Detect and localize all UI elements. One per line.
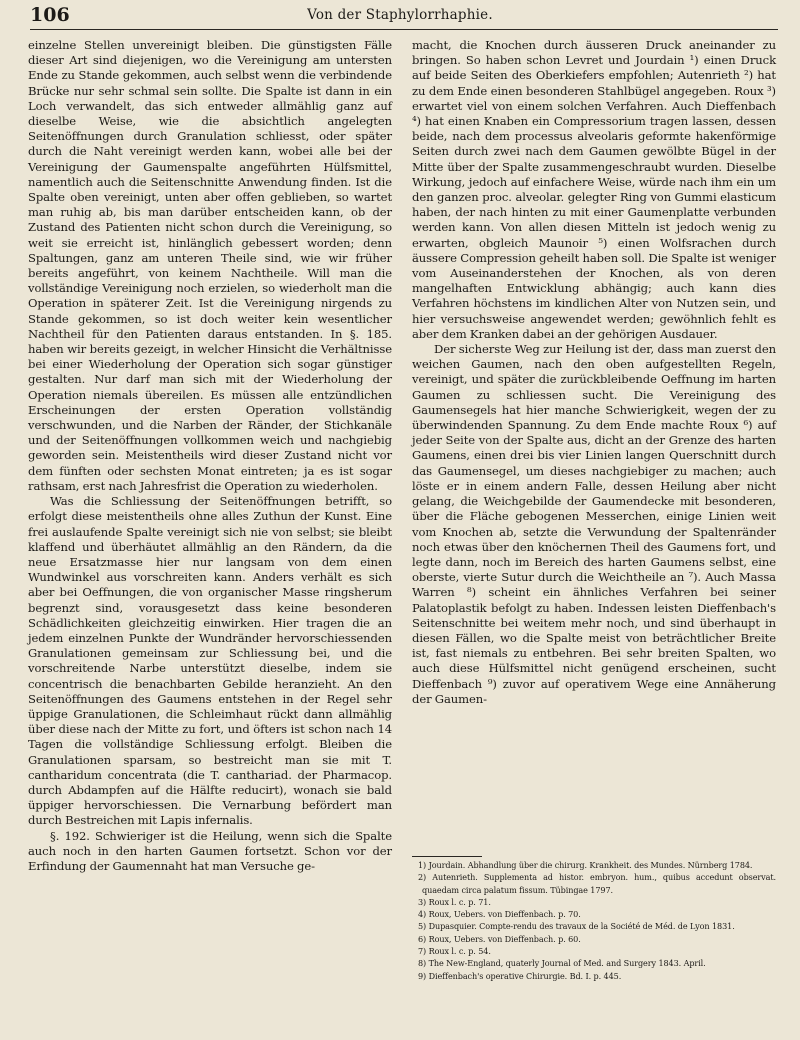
footnote: 7) Roux l. c. p. 54. bbox=[418, 946, 491, 957]
right-column bbox=[412, 38, 776, 707]
left-column bbox=[28, 38, 392, 874]
footnotes bbox=[412, 859, 776, 982]
footnote: 5) Dupasquier. Compte-rendu des travaux de la Société de Méd. de Lyon 1831. bbox=[418, 921, 735, 932]
header-rule bbox=[30, 29, 778, 30]
footnote: 8) The New-England, quaterly Journal of Med. and Surgery 1843. April. bbox=[418, 958, 706, 969]
footnote: 9) Dieffenbach's operative Chirurgie. Bd. I. p. 445. bbox=[418, 970, 622, 981]
paragraph: Der sicherste Weg zur Heilung ist der, dass man zuerst den weichen Gaumen, nach den oben aufgestellten Regeln, vereinigt, und später die zurückbleibende Oeffnung im harten Gaumen zu schliessen sucht. Die Vereinigung des Gaumensegels hat hier manche Schwierigkeit, wegen der zu überwindenden Spannung. Zu dem Ende machte Roux ⁶) auf jeder Seite von der Spalte aus, dicht an der Grenze des harten Gaumens, einen drei bis vier Linien langen Querschnitt durch das Gaumensegel, um dieses nachgiebiger zu machen; auch löste er in einem andern Falle, dessen Heilung aber nicht gelang, die Weichgebilde der Gaumendecke mit besonderen, über die Fläche gebogenen Messerchen, einige Linien weit vom Knochen ab, setzte die Verwundung der Spaltenränder noch etwas über den knöchernen Theil des Gaumens fort, und legte dann, noch im Bereich des harten Gaumens selbst, eine oberste, vierte Sutur durch die Weichtheile an ⁷). Auch Massa Warren ⁸) scheint ein ähnliches Verfahren bei seiner Palatoplastik befolgt zu haben. Indessen leisten Dieffenbach's Seitenschnitte bei weitem mehr noch, und sind überhaupt in diesen Fällen, wo die Spalte meist von beträchtlicher Breite ist, fast niemals zu entbehren. Bei sehr breiten Spalten, wo auch diese Hülfsmittel nicht genügend erscheinen, sucht Dieffenbach ⁹) zuvor auf operativem Wege eine Annäherung der Gaumen- bbox=[412, 342, 776, 706]
paragraph: Was die Schliessung der Seitenöffnungen betrifft, so erfolgt diese meistentheils ohne alles Zuthun der Kunst. Eine frei auslaufende Spalte vereinigt sich nie von selbst; sie bleibt klaffend und überhäutet allmählig an den Rändern, da die neue Ersatzmasse hier nur langsam von dem einen Wundwinkel aus vorschreiten kann. Anders verhält es sich aber bei Oeffnungen, die von organischer Masse ringsherum begrenzt sind, vorausgesetzt dass keine besonderen Schädlichkeiten gleichzeitig einwirken. Hier tragen die an jedem einzelnen Punkte der Wundränder hervorschiessenden Granulationen gemeinsam zur Schliessung bei, und die vorschreitende Narbe unterstützt dieselbe, indem sie concentrisch die benachbarten Gebilde heranzieht. An den Seitenöffnungen des Gaumens entstehen in der Regel sehr üppige Granulationen, die Schleimhaut rückt dann allmählig über diese nach der Mitte zu fort, und öfters ist schon nach 14 Tagen die vollständige Schliessung erfolgt. Bleiben die Granulationen sparsam, so bestreicht man sie mit T. cantharidum concentrata (die T. canthariad. der Pharmacop. durch Abdampfen auf die Hälfte reducirt), wonach sie bald üppiger hervorschiessen. Die Vernarbung befördert man durch Bestreichen mit Lapis infernalis. bbox=[28, 494, 392, 828]
footnote-rule bbox=[412, 856, 482, 857]
footnote: 2) Autenrieth. Supplementa ad histor. embryon. hum., quibus accedunt observat. quaedam circa palatum fissum. Tübingae 1797. bbox=[418, 872, 776, 895]
footnote: 3) Roux l. c. p. 71. bbox=[418, 896, 491, 907]
footnote: 4) Roux, Uebers. von Dieffenbach. p. 70. bbox=[418, 909, 581, 920]
paragraph: macht, die Knochen durch äusseren Druck aneinander zu bringen. So haben schon Levret und Jourdain ¹) einen Druck auf beide Seiten des Oberkiefers empfohlen; Autenrieth ²) hat zu dem Ende einen besonderen Stahlbügel angegeben. Roux ³) erwartet viel von einem solchen Verfahren. Auch Dieffenbach ⁴) hat einen Knaben ein Compressorium tragen lassen, dessen beide, nach dem processus alveolaris geformte hakenförmige Seiten durch zwei nach dem Gaumen gewölbte Bügel in der Mitte über der Spalte zusammengeschraubt wurden. Dieselbe Wirkung, jedoch auf einfachere Weise, würde nach ihm ein um den ganzen proc. alveolar. gelegter Ring von Gummi elasticum haben, der nach hinten zu mit einer Gaumenplatte verbunden werden kann. Von allen diesen Mitteln ist jedoch wenig zu erwarten, obgleich Maunoir ⁵) einen Wolfsrachen durch äussere Compression geheilt haben soll. Die Spalte ist weniger vom Auseinanderstehen der Knochen, als von deren mangelhaften Entwicklung abhängig; auch kann dies Verfahren höchstens im kindlichen Alter von Nutzen sein, und hier versuchsweise angewendet werden; gewöhnlich fehlt es aber dem Kranken dabei an der gehörigen Ausdauer. bbox=[412, 38, 776, 341]
page-header bbox=[0, 0, 800, 32]
paragraph: einzelne Stellen unvereinigt bleiben. Die günstigsten Fälle dieser Art sind diejenigen, wo die Vereinigung am untersten Ende zu Stande gekommen, auch selbst wenn die verbindende Brücke nur sehr schmal sein sollte. Die Spalte ist dann in ein Loch verwandelt, das sich entweder allmählig ganz auf dieselbe Weise, wie die absichtlich angelegten Seitenöffnungen durch Granulation schliesst, oder später durch die Naht vereinigt werden kann, wobei alle bei der Vereinigung der Gaumenspalte angeführten Hülfsmittel, namentlich auch die Seitenschnitte Anwendung finden. Ist die Spalte oben vereinigt, unten aber offen geblieben, so wartet man ruhig ab, bis man darüber entscheiden kann, ob der Zustand des Patienten nicht schon durch die Vereinigung, so weit sie erreicht ist, hinlänglich gebessert worden; denn Spaltungen, ganz am unteren Theile sind, wie wir früher bereits angeführt, von keinem Nachtheile. Will man die vollständige Vereinigung noch erzielen, so wiederholt man die Operation in späterer Zeit. Ist die Vereinigung nirgends zu Stande gekommen, so ist doch weiter kein wesentlicher Nachtheil für den Patienten daraus entstanden. In §. 185. haben wir bereits gezeigt, in welcher Hinsicht die Verhältnisse bei einer Wiederholung der Operation sich sogar günstiger gestalten. Nur darf man sich mit der Wiederholung der Operation niemals übereilen. Es müssen alle entzündlichen Erscheinungen der ersten Operation vollständig verschwunden, und die Narben der Ränder, der Stichkanäle und der Seitenöffnungen vollkommen weich und nachgiebig geworden sein. Meistentheils wird dieser Zustand nicht vor dem fünften oder sechsten Monat eintreten; ja es ist sogar rathsam, erst nach Jahresfrist die Operation zu wiederholen. bbox=[28, 38, 392, 493]
footnote: 1) Jourdain. Abhandlung über die chirurg. Krankheit. des Mundes. Nürnberg 1784. bbox=[418, 860, 753, 870]
running-title: Von der Staphylorrhaphie. bbox=[307, 7, 493, 23]
footnote: 6) Roux, Uebers. von Dieffenbach. p. 60. bbox=[418, 933, 581, 944]
page-number: 106 bbox=[30, 4, 70, 26]
paragraph: §. 192. Schwieriger ist die Heilung, wenn sich die Spalte auch noch in den harten Gaumen fortsetzt. Schon vor der Erfindung der Gaumennaht hat man Versuche ge- bbox=[28, 828, 392, 873]
